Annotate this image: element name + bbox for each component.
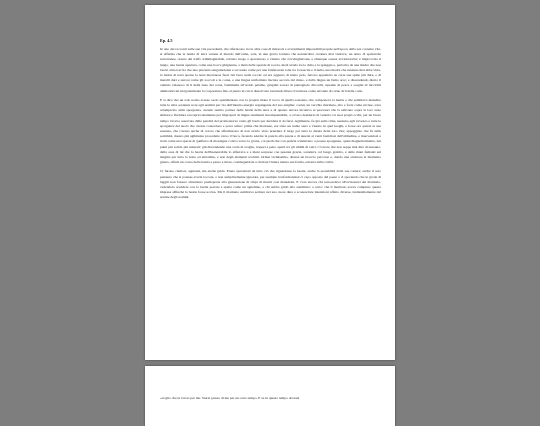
document-page-2	[145, 366, 395, 426]
paragraph: Ci furono clamori, applausi, ma anche grida. Erano spaventati da tutto ciò che riguardasse la bestia, anche la possibilità della sua cattura; anche il solo pensiero che si potesse averla toccata, o non semplicemente ignorata, per esempio trasformandosi ci capo opposto del paese o ci spostando che le grotte di laggiù non fossero altrettanto predisposte alla generazione di stirpi di mostri così maledette. E c'era ancora chi retrocedeva all'avvizzarsi del marinaio, vedendolo scendere con la bestia portata a spalla come un agnellino, e chi subito gridò allo sterminio: a certo: che il marinaio aveva compiuto questa impresa affinché la bestia fosse uccisa. Ma il marinaio sembrava serbare nel suo cuore dure e sconosciute intenzioni affatto diverse, lentissimamente dal sentire degli uomini.	[160, 169, 381, 200]
page-content	[160, 396, 381, 405]
page-content	[160, 38, 381, 205]
document-page-1	[145, 5, 395, 360]
paragraph: E si dice che un solo uomo avesse osato sperimentare con la propria mano il tocco di quella sostanza, che componeva la bestia e che sembrava maledire tutte le altre sostanze note agli uomini per via dell'interna energia respingente del suo enigma: costui, un vecchio marinaio, alto e forte come un bue, s'era arrampicato sulla sporgenza, avendo sentito parlare della bestia della terra e di quanto terrore incuteva ai pescatori che la salivano sopra le loro teste sibilare e fischiare raccapricciatamente per improperi di lingue strumenti incomprensibili, a ovvero desiderio di vederla coi suoi propri occhi, per un breve tempo l'aveva osservata dalle pendici del promontorio: tanto gli bastò per decidere il da farsi. Agilmente, fu già sulla cima, nessuno egli avvezzo e tutte le sporgenze del suolo che avesse conosciuto e poter salire: prima che mariasse, era stato un uomo sano e vissuto in quei luoghi, e fosse ora questa la sua essenza, che c'erano anche di coloro che affermarono di non averlo visto prendere il largo per tutta la durata della loro vita; appoggiato che fu sulla sommità, mezzo più agilmente procedette verso il buco, facendo aderire la pancia alla parete e di tenersi ai venti fastidiosi dell'altitudine, e muovendosi a tratti come una specie di gambero di montagna colava verso la grotta, coi piedi che con perizia s'andavano a posare sporgenze, quasi magneticamente, nei punti più solidi, più naturali: giù discendendo una scala di scaglie, trapezi a petto aperti tra gli ultimi di vetri, i l'orrore che non seppe mai dire di nessuno, dalla ossa di lui che la bestia dell'inenarrabile lo afferrava e a mani sorprese con pesante grazia, scendeva col lungo gomito, e delle mani fumanti sul magma per tutta la notte ad entrambe, e non degli elementi scaltriti. Ormai vicinissimo, distese un braccio percorse e, dando una strattone al momento giusto, offerti un corno della bestia a passo e ritrae, costringendola a rivelare l'intera natura sua forma, estratta dalla cavità.	[160, 97, 381, 165]
paragraph: In uno dei racconti sulle sue vite precedenti, che riferiscono tra le altre cose di miracoli e avvenimenti impossibili proprie nell'epoca della sua corrente vita, si afferma che la bestia di terra venuta al mondo dall'orme, sola, in una grotta lontana che nessun'altra creatura mai visitava; un antro di spelonche sotterranee, ornato del traffo irimmaginabile, robusto luogo e spaventoso e vissuto che s'avvinghiavano a chiunque osasse avvicinarvisi; è improvvisa il lungo, una bestia apertura, come una bocca ghignante, a metà delle sponde di roccia, metà strada tra la cima e la spiaggia e, partorita da una madre che non lasciò altra traccia che una placenta sanguinolenta e scrostata come per una fanfaronata tolta tra la nascita e il nulla, una madre che nessuno mai ebbe vista, la bestia di terra sperse la testa mostruosa fuori dal buco nella roccia: ed era agguato di irsuto pelo, ferroso appuntato su certe sue spine più dure, e di metalli duri e terrosi come gli zoccoli e le corna, e una lingua uniformata lisciata seccata dal muso, e dalla lingua un fumo acre; e discendendo dietro il cumulo velenoso di lì della base del costa, frammenti all'orrido pelame, grugniti sonori di pantagnole d'uccelli, squame di pesce e scaglie di luccichii ammonticcati irregolarmente la corporatura fino al punto in cui si dissolvono lasciando libero il tremore come un'onda di carne di lì della coda.	[160, 47, 381, 93]
section-heading: Ep. 4.5	[160, 38, 173, 43]
paragraph: «voglio che tu lavori per me. Starai presso di me per un certo tempo. E se in questo tempo dovessi	[160, 396, 300, 400]
